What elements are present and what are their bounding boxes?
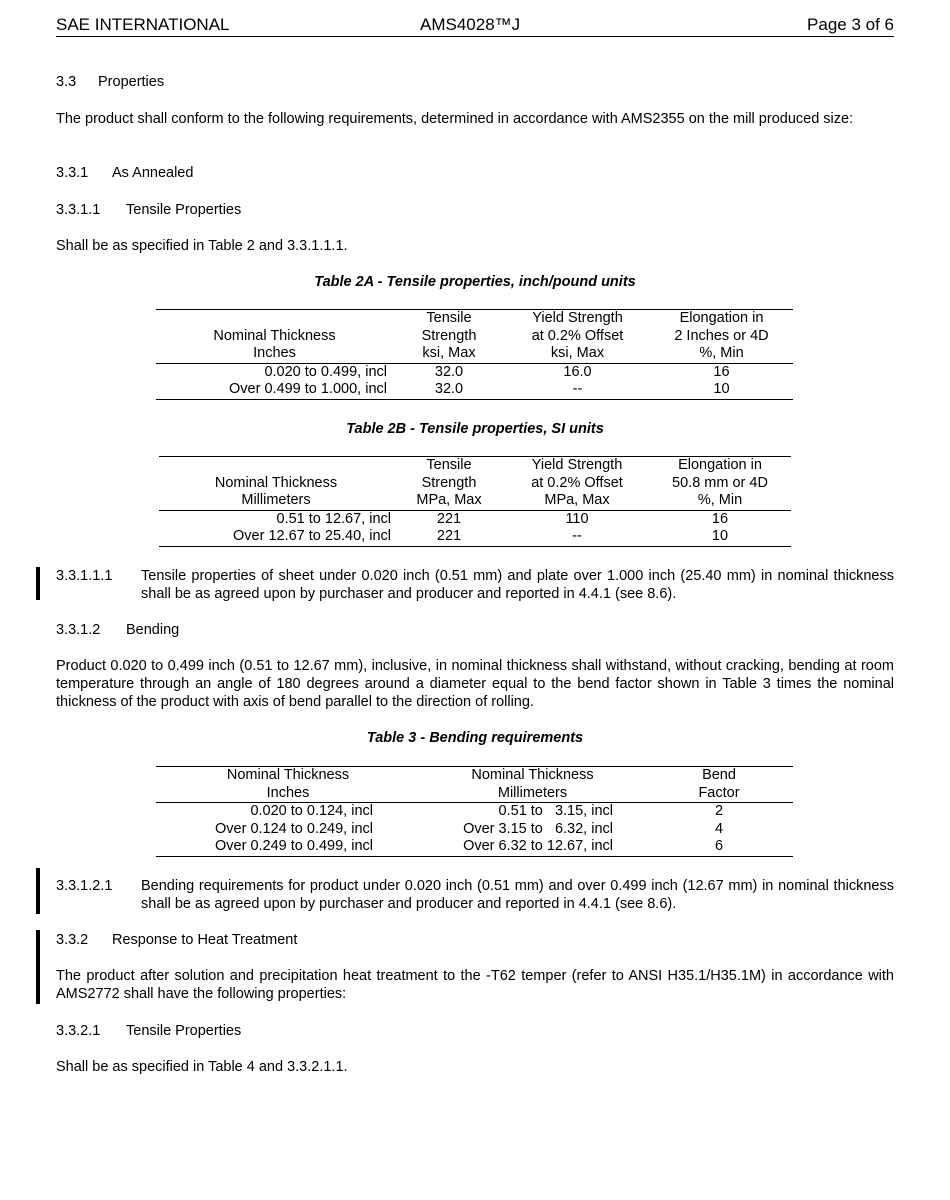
change-bar: [36, 567, 40, 600]
table-cell: Over 0.499 to 1.000, incl: [229, 381, 387, 397]
table-cell: 32.0: [434, 363, 464, 380]
header-page-number: Page 3 of 6: [807, 15, 894, 34]
table-header-cell: Yield Strength at 0.2% Offset MPa, Max: [531, 457, 623, 508]
table-cell: 0.020 to 0.499, incl: [264, 363, 387, 380]
table-header-cell: Elongation in 50.8 mm or 4D %, Min: [672, 457, 768, 508]
table-header-cell: Tensile Strength ksi, Max: [421, 310, 477, 361]
table-header-cell: Nominal Thickness Millimeters: [471, 767, 594, 801]
change-bar: [36, 868, 40, 914]
table-cell: 10: [711, 528, 729, 544]
table-header-cell: Nominal Thickness Inches: [226, 767, 350, 801]
table-cell: 16: [713, 363, 730, 380]
table-cell: 32.0: [434, 381, 464, 397]
section-3-3-2-heading: [56, 931, 894, 949]
section-title: As Annealed: [112, 165, 194, 181]
table-3-caption: Table 3 - Bending requirements: [366, 730, 584, 746]
table-cell: 6: [714, 838, 724, 854]
section-number: 3.3.2: [56, 932, 89, 948]
section-3-3-1-2-1-text: Bending requirements for product under 0.020 inch (0.51 mm) and over 0.499 inch (12.67 mm) in nominal thickness shall be as agreed upon by purchaser and producer and reported in 4.4.1 (see 8.6).: [141, 878, 894, 912]
table-row: [159, 510, 791, 528]
table-cell: 0.51 to 12.67, incl: [276, 510, 391, 527]
table-cell: --: [572, 381, 583, 397]
section-3-3-2-1-text: Shall be as specified in Table 4 and 3.3.2.1.1.: [56, 1059, 348, 1075]
table-cell: Over 0.124 to 0.249, incl: [215, 820, 373, 837]
table-row: [159, 528, 791, 546]
section-title: Bending: [126, 622, 180, 638]
table-3: [156, 766, 793, 857]
table-cell: 110: [565, 510, 589, 527]
table-cell: Over 0.249 to 0.499, incl: [215, 838, 373, 854]
table-row: [156, 363, 793, 381]
table-row: [156, 838, 793, 856]
table-2a-caption: Table 2A - Tensile properties, inch/pound units: [314, 274, 636, 290]
table-row: [156, 381, 793, 399]
section-3-3-1-2-1-number: 3.3.1.2.1: [56, 878, 113, 894]
change-bar: [36, 930, 40, 1004]
section-3-3-text: The product shall conform to the following requirements, determined in accordance with AMS2355 on the mill produced size:: [56, 111, 854, 127]
table-header-cell: Nominal Thickness Millimeters: [214, 474, 338, 508]
table-2b: [159, 456, 791, 547]
table-header-cell: Tensile Strength MPa, Max: [416, 457, 482, 508]
section-3-3-1-2-text: Product 0.020 to 0.499 inch (0.51 to 12.67 mm), inclusive, in nominal thickness shall withstand, without cracking, bending at room temperature through an angle of 180 degrees around a diameter equal to the bend factor shown in Table 3 times the nominal thickness of the product with axis of bend parallel to the direction of rolling.: [56, 658, 894, 710]
section-number: 3.3.1.1: [56, 202, 101, 218]
section-title: Response to Heat Treatment: [112, 932, 298, 948]
section-3-3-1-1-1-number: 3.3.1.1.1: [56, 568, 113, 584]
table-cell: 16.0: [563, 363, 592, 380]
section-number: 3.3.1: [56, 165, 89, 181]
section-number: 3.3.1.2: [56, 622, 101, 638]
table-row: [156, 803, 793, 821]
section-3-3-2-1-heading: [56, 1022, 894, 1040]
page-header: [56, 14, 894, 37]
section-3-3-heading: [56, 73, 894, 91]
table-2b-caption: Table 2B - Tensile properties, SI units: [346, 421, 604, 437]
table-cell: Over 3.15 to 6.32, incl: [463, 820, 613, 837]
table-cell: 10: [713, 381, 730, 397]
section-3-3-1-1-1-text: Tensile properties of sheet under 0.020 inch (0.51 mm) and plate over 1.000 inch (25.40 mm) in nominal thickness shall be as agreed upon by purchaser and producer and reported in 4.4.1 (see 8.6).: [141, 568, 894, 602]
table-cell: 0.51 to 3.15, incl: [498, 803, 613, 819]
table-cell: Over 6.32 to 12.67, incl: [463, 838, 613, 854]
table-header-cell: Bend Factor: [698, 767, 740, 801]
table-cell: 16: [711, 510, 729, 527]
header-org: SAE INTERNATIONAL: [56, 15, 230, 34]
section-3-3-1-1-text: Shall be as specified in Table 2 and 3.3.1.1.1.: [56, 238, 348, 254]
section-title: Properties: [98, 74, 165, 90]
section-3-3-1-1-heading: [56, 201, 894, 219]
table-header-cell: Yield Strength at 0.2% Offset ksi, Max: [531, 310, 624, 361]
section-title: Tensile Properties: [126, 1023, 242, 1039]
section-3-3-1-heading: [56, 164, 894, 182]
table-cell: Over 12.67 to 25.40, incl: [233, 528, 391, 544]
table-row: [156, 821, 793, 839]
section-number: 3.3: [56, 74, 77, 90]
section-title: Tensile Properties: [126, 202, 242, 218]
header-doc-id: AMS4028™J: [420, 15, 521, 34]
table-cell: 2: [714, 803, 724, 819]
table-cell: --: [572, 528, 582, 544]
table-cell: 0.020 to 0.124, incl: [250, 803, 373, 819]
section-3-3-2-text: The product after solution and precipitation heat treatment to the -T62 temper (refer to ANSI H35.1/H35.1M) in accordance with AMS2772 shall have the following properties:: [56, 968, 894, 1002]
section-number: 3.3.2.1: [56, 1023, 101, 1039]
table-2a: [156, 309, 793, 400]
table-cell: 4: [714, 820, 724, 837]
section-3-3-1-2-heading: [56, 621, 894, 639]
table-cell: 221: [436, 510, 462, 527]
table-cell: 221: [436, 528, 462, 544]
table-header-cell: Nominal Thickness Inches: [213, 327, 336, 361]
table-header-cell: Elongation in 2 Inches or 4D %, Min: [674, 310, 769, 361]
